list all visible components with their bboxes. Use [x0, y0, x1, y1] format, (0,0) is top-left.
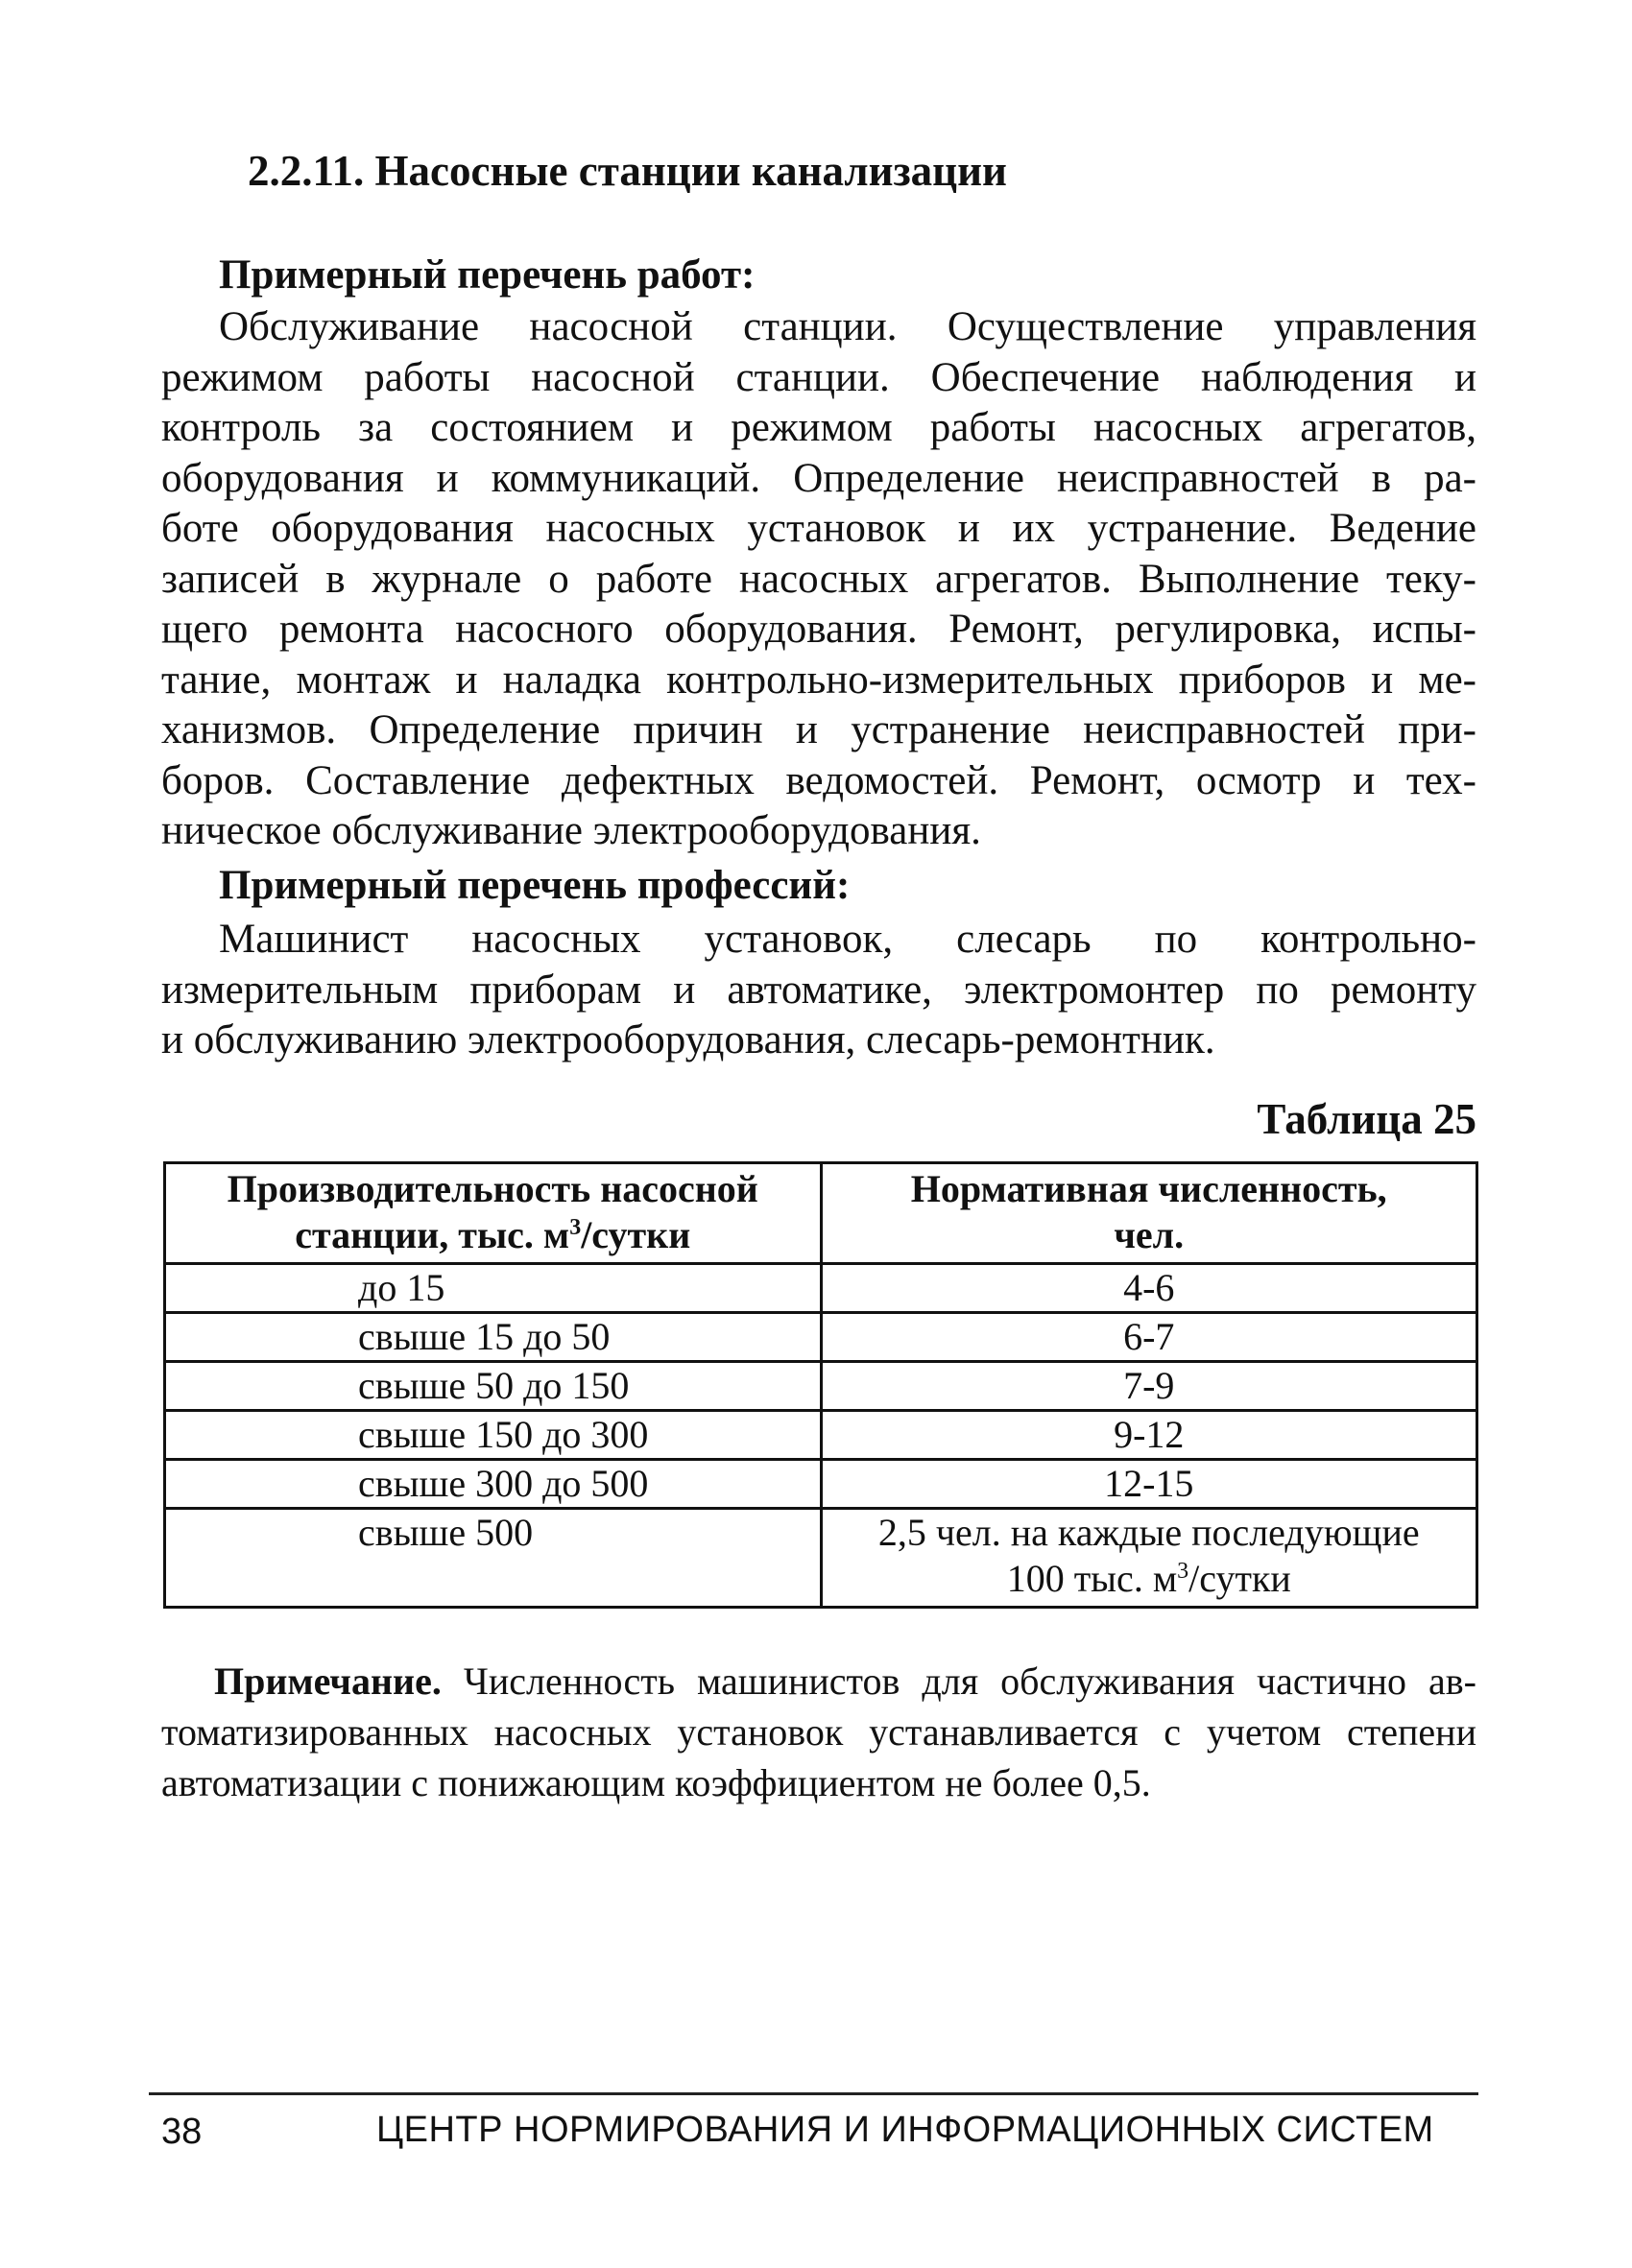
works-line: тание, монтаж и наладка контрольно-измерительных приборов и ме-: [161, 657, 1476, 703]
works-line: ническое обслуживание электрооборудования.: [161, 808, 981, 853]
works-line: боте оборудования насосных установок и их устранение. Ведение: [161, 506, 1476, 551]
capacity-cell: до 15: [165, 1264, 822, 1313]
header-capacity-line1: Производительность насосной: [227, 1167, 758, 1210]
table-row: [165, 1362, 1477, 1411]
staff-cell-line1: 2,5 чел. на каждые последующие: [877, 1511, 1420, 1554]
staffing-table: [163, 1161, 1478, 1609]
staff-cell: 12-15: [821, 1460, 1477, 1509]
table-header-row: [165, 1163, 1477, 1264]
table-row: [165, 1264, 1477, 1313]
staff-cell: 6-7: [821, 1313, 1477, 1362]
header-staff: [821, 1163, 1477, 1264]
professions-heading: Примерный перечень профессий:: [219, 863, 851, 908]
header-staff-line2: чел.: [1114, 1213, 1185, 1256]
table-row: [165, 1509, 1477, 1608]
note-line: автоматизации с понижающим коэффициентом не более 0,5.: [161, 1761, 1151, 1804]
capacity-cell: свыше 50 до 150: [165, 1362, 822, 1411]
works-line: боров. Составление дефектных ведомостей. Ремонт, осмотр и тех-: [161, 757, 1476, 803]
professions-line: и обслуживанию электрооборудования, слесарь-ремонтник.: [161, 1017, 1215, 1062]
note-line: томатизированных насосных установок устанавливается с учетом степени: [161, 1710, 1476, 1754]
table-caption: Таблица 25: [1257, 1095, 1476, 1143]
capacity-cell: свыше 300 до 500: [165, 1460, 822, 1509]
page-number: 38: [161, 2112, 203, 2152]
works-line: Обслуживание насосной станции. Осуществление управления: [219, 304, 1476, 349]
staff-cell: 4-6: [821, 1264, 1477, 1313]
capacity-cell: свыше 500: [165, 1509, 822, 1608]
works-line: записей в журнале о работе насосных агрегатов. Выполнение теку-: [161, 556, 1476, 602]
table-row: [165, 1411, 1477, 1460]
works-line: оборудования и коммуникаций. Определение неисправностей в ра-: [161, 455, 1476, 501]
table-row: [165, 1460, 1477, 1509]
works-line: щего ремонта насосного оборудования. Ремонт, регулировка, испы-: [161, 607, 1476, 652]
works-line: режимом работы насосной станции. Обеспечение наблюдения и: [161, 354, 1476, 400]
works-line: ханизмов. Определение причин и устранение неисправностей при-: [161, 707, 1476, 752]
professions-paragraph: [161, 915, 1476, 1066]
footer-divider: [149, 2092, 1478, 2095]
staff-cell: 9-12: [821, 1411, 1477, 1460]
works-line: контроль за состоянием и режимом работы насосных агрегатов,: [161, 405, 1476, 450]
staff-cell-line2: 100 тыс. $м^3$/сутки: [1006, 1557, 1291, 1600]
header-staff-line1: Нормативная численность,: [910, 1167, 1387, 1210]
works-paragraph: [161, 302, 1476, 857]
staff-cell: [821, 1509, 1477, 1608]
footer-publisher: ЦЕНТР НОРМИРОВАНИЯ И ИНФОРМАЦИОННЫХ СИСТЕМ: [376, 2110, 1434, 2150]
header-capacity-line2: станции, тыс. $м^3$/сутки: [295, 1213, 691, 1256]
header-capacity: [165, 1163, 822, 1264]
note-label: Примечание.: [214, 1659, 442, 1703]
professions-line: Машинист насосных установок, слесарь по контрольно-: [219, 917, 1476, 962]
works-heading: Примерный перечень работ:: [219, 252, 756, 298]
note-paragraph: [161, 1656, 1476, 1808]
table-row: [165, 1313, 1477, 1362]
section-title: 2.2.11. Насосные станции канализации: [248, 147, 1007, 195]
note-line: Примечание. Численность машинистов для обслуживания частично ав-: [214, 1659, 1476, 1703]
capacity-cell: свыше 150 до 300: [165, 1411, 822, 1460]
staff-cell: 7-9: [821, 1362, 1477, 1411]
capacity-cell: свыше 15 до 50: [165, 1313, 822, 1362]
professions-line: измерительным приборам и автоматике, электромонтер по ремонту: [161, 967, 1476, 1013]
